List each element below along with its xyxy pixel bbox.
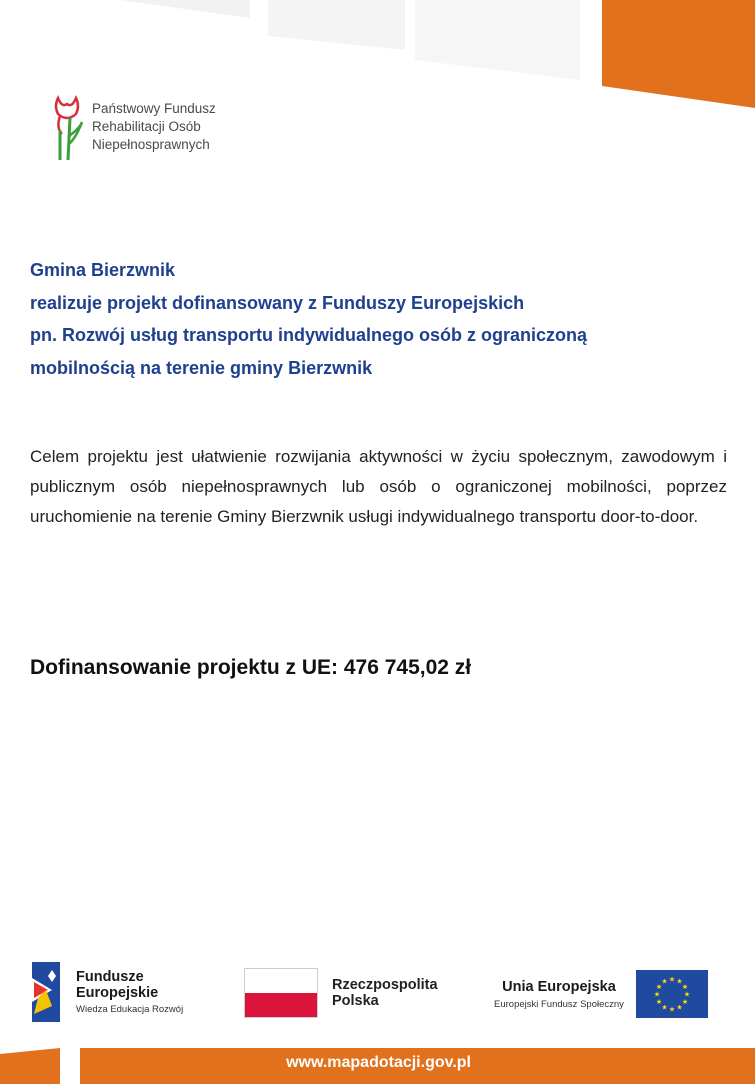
eu-star: ★ bbox=[661, 978, 668, 986]
footer-url[interactable]: www.mapadotacji.gov.pl bbox=[286, 1054, 471, 1071]
eu-star: ★ bbox=[681, 984, 689, 991]
rp-line-2: Polska bbox=[332, 993, 379, 1009]
eu-star: ★ bbox=[653, 991, 661, 999]
fundusze-tagline: Wiedza Edukacja Rozwój bbox=[76, 1004, 184, 1015]
orange-corner-shape bbox=[602, 0, 755, 108]
ue-subtitle: Europejski Fundusz Społeczny bbox=[494, 998, 624, 1010]
logos-bar bbox=[0, 960, 755, 1030]
pfron-line-2: Rehabilitacji Osób bbox=[92, 119, 201, 134]
pfron-line-3: Niepełnosprawnych bbox=[92, 137, 210, 152]
eu-star: ★ bbox=[668, 976, 676, 984]
polish-flag-icon bbox=[244, 968, 318, 1018]
fundusze-text bbox=[76, 969, 183, 1015]
headline-line-3: pn. Rozwój usług transportu indywidualnego osób z ograniczoną bbox=[30, 325, 587, 345]
rzeczpospolita-text bbox=[332, 977, 438, 1009]
eu-star: ★ bbox=[655, 984, 663, 991]
ue-title: Unia Europejska bbox=[502, 978, 616, 995]
headline-line-1: Gmina Bierzwnik bbox=[30, 260, 176, 280]
project-description: Celem projektu jest ułatwienie rozwijania aktywności w życiu społecznym, zawodowym i publicznym osób niepełnosprawnych lub osób o ograniczonej mobilności, poprzez uruchomienie na terenie Gminy Bierzwnik usługi indywidualnego transportu door-to-door. bbox=[30, 447, 727, 526]
headline-line-2: realizuje projekt dofinansowany z Funduszy Europejskich bbox=[30, 292, 525, 313]
rp-line-1: Rzeczpospolita bbox=[332, 977, 438, 993]
headline-line-4: mobilnością na terenie gminy Bierzwnik bbox=[30, 357, 373, 378]
eu-star: ★ bbox=[661, 1004, 668, 1012]
eu-flag-icon bbox=[636, 970, 708, 1018]
pfron-line-1: Państwowy Fundusz bbox=[92, 101, 216, 116]
ue-text bbox=[494, 979, 624, 1010]
rzeczpospolita-block bbox=[244, 968, 438, 1018]
eu-star: ★ bbox=[681, 999, 689, 1006]
fundusze-line-1: Fundusze bbox=[76, 969, 144, 985]
project-headline bbox=[30, 254, 730, 384]
eu-star: ★ bbox=[683, 991, 691, 999]
pfron-name bbox=[92, 100, 216, 154]
pfron-tulip-icon bbox=[50, 92, 84, 162]
eu-star: ★ bbox=[676, 1004, 683, 1012]
fundusze-line-2: Europejskie bbox=[76, 985, 159, 1001]
eu-star: ★ bbox=[676, 978, 683, 986]
fundusze-europejskie-block bbox=[30, 960, 183, 1024]
eu-star: ★ bbox=[668, 1006, 676, 1014]
funding-amount: Dofinansowanie projektu z UE: 476 745,02 zł bbox=[30, 656, 472, 679]
fundusze-europejskie-logo bbox=[30, 960, 68, 1024]
eu-star: ★ bbox=[655, 999, 663, 1006]
pfron-logo bbox=[50, 92, 216, 162]
ue-block bbox=[494, 970, 708, 1018]
